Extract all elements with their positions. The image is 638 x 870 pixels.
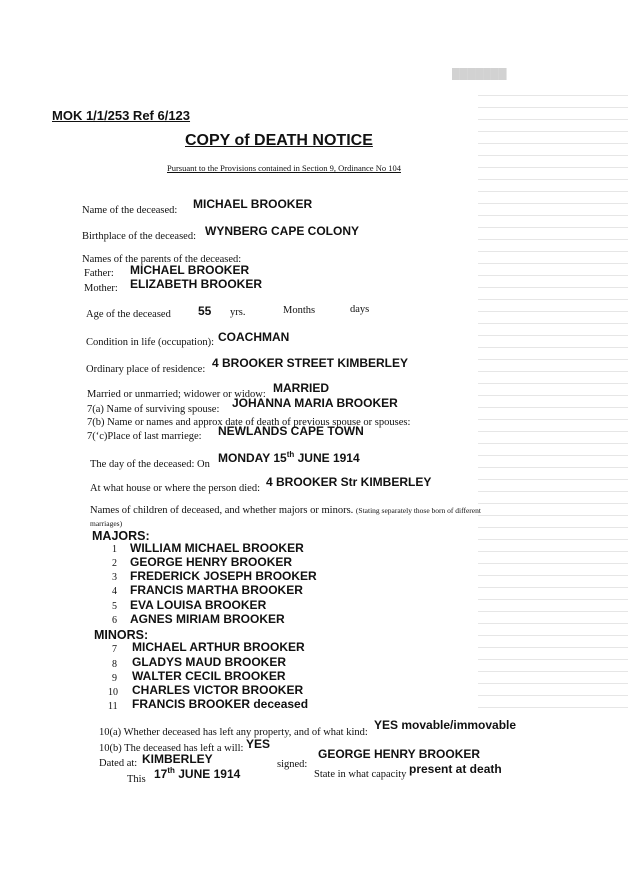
death-notice-page: ███████ MOK 1/1/253 Ref 6/123 COPY of DEATH NOTICE Pursuant to the Provisions contained in Section 9, Ordinance No 104 Name of the deceased: MICHAEL BROOKER Birthplace of the deceased: WYNBERG CAPE COLONY Names of the parents of the deceased: Father: MICHAEL BROOKER Mother: ELIZABETH BROOKER Age of the deceased 55 yrs. Months days Condition in life (occupation): COACHMAN Ordinary place of residence: 4 BROOKER STREET KIMBERLEY Married or unmarried; widower or widow: MARRIED 7(a) Name of surviving spouse: JOHANNA MARIA BROOKER 7(b) Name or names and approx date of death of previous spouse or spouses: 7(‘c)Place of last marriege: NEWLANDS CAPE TOWN The day of the deceased: On MONDAY 15th JUNE 1914 At what house or where the person died: 4 BROOKER Str KIMBERLEY Names of children of deceased, and whether majors or minors. (Stating separately those born of different marriages) MAJORS: 1 WILLIAM MICHAEL BROOKER 2 GEORGE HENRY BROOKER 3 FREDERICK JOSEPH BROOKER 4 FRANCIS MARTHA BROOKER 5 EVA LOUISA BROOKER 6 AGNES MIRIAM BROOKER MINORS: 7 MICHAEL ARTHUR BROOKER 8 GLADYS MAUD BROOKER 9 WALTER CECIL BROOKER 10 CHARLES VICTOR BROOKER 11 FRANCIS BROOKER deceased 10(a) Whether deceased has left any property, and of what kind: YES movable/immovable 10(b) The deceased has left a will: YES Dated at: KIMBERLEY signed: GEORGE HENRY BROOKER This 17th JUNE 1914 State in what capacity present at death xyxy=(0,0,638,870)
deceased-name-value: MICHAEL BROOKER xyxy=(193,197,313,211)
age-label: Age of the deceased xyxy=(86,309,171,320)
age-days-label: days xyxy=(350,304,370,315)
children-label: Names of children of deceased, and whether majors or minors. (Stating separately those born of different xyxy=(90,505,481,516)
parents-label: Names of the parents of the deceased: xyxy=(82,254,242,265)
residence-value: 4 BROOKER STREET KIMBERLEY xyxy=(212,356,409,370)
signed-label: signed: xyxy=(277,759,308,770)
spouse-label: 7(a) Name of surviving spouse: xyxy=(87,404,220,415)
will-value: YES xyxy=(246,737,271,751)
marital-label: Married or unmarried; widower or widow: xyxy=(87,389,266,400)
marriage-place-value: NEWLANDS CAPE TOWN xyxy=(218,424,364,438)
mother-label: Mother: xyxy=(84,283,118,294)
death-day-month-year: JUNE 1914 xyxy=(294,451,360,465)
bleed-through-heading: ███████ xyxy=(452,68,507,80)
document-subtitle: Pursuant to the Provisions contained in Section 9, Ordinance No 104 xyxy=(167,163,401,173)
minors-heading: MINORS: xyxy=(94,628,149,642)
bleed-through-lines xyxy=(478,95,628,719)
occupation-label: Condition in life (occupation): xyxy=(86,337,215,348)
death-day-suffix: th xyxy=(286,450,295,459)
this-date-suffix: th xyxy=(167,766,175,775)
capacity-label: State in what capacity xyxy=(314,769,407,780)
this-label: This xyxy=(127,774,146,785)
age-months-label: Months xyxy=(283,305,316,316)
father-value: MICHAEL BROOKER xyxy=(130,263,250,277)
marriage-place-label: 7(‘c)Place of last marriege: xyxy=(87,431,202,442)
age-value: 55 xyxy=(198,304,212,318)
death-day-date: MONDAY 15 xyxy=(218,451,287,465)
this-date-month-year: JUNE 1914 xyxy=(174,767,241,781)
death-house-label: At what house or where the person died: xyxy=(90,483,260,494)
majors-heading: MAJORS: xyxy=(92,529,150,543)
death-house-value: 4 BROOKER Str KIMBERLEY xyxy=(266,475,432,489)
marital-value: MARRIED xyxy=(273,381,329,395)
archive-reference: MOK 1/1/253 Ref 6/123 xyxy=(52,108,191,123)
signed-value: GEORGE HENRY BROOKER xyxy=(318,747,481,761)
dated-label: Dated at: xyxy=(99,758,138,769)
property-value: YES movable/immovable xyxy=(374,718,517,732)
mother-value: ELIZABETH BROOKER xyxy=(130,277,262,291)
birthplace-value: WYNBERG CAPE COLONY xyxy=(205,224,360,238)
death-day-value xyxy=(218,450,360,465)
dated-value: KIMBERLEY xyxy=(142,752,213,766)
deceased-name-label: Name of the deceased: xyxy=(82,205,178,216)
document-title: COPY of DEATH NOTICE xyxy=(185,132,373,149)
residence-label: Ordinary place of residence: xyxy=(86,364,206,375)
age-years-label: yrs. xyxy=(230,307,246,318)
father-label: Father: xyxy=(84,268,114,279)
spouse-value: JOHANNA MARIA BROOKER xyxy=(232,396,398,410)
this-date-value xyxy=(154,766,240,781)
will-label: 10(b) The deceased has left a will: xyxy=(99,743,244,754)
capacity-value: present at death xyxy=(409,762,502,776)
children-note: (Stating separately those born of different xyxy=(355,506,481,515)
birthplace-label: Birthplace of the deceased: xyxy=(82,231,196,242)
previous-spouse-label: 7(b) Name or names and approx date of death of previous spouse or spouses: xyxy=(87,417,411,428)
this-date-day: 17 xyxy=(154,767,168,781)
property-label: 10(a) Whether deceased has left any property, and of what kind: xyxy=(99,727,368,738)
death-day-label: The day of the deceased: On xyxy=(90,459,210,470)
children-note-continued: marriages) xyxy=(90,519,123,528)
occupation-value: COACHMAN xyxy=(218,330,290,344)
